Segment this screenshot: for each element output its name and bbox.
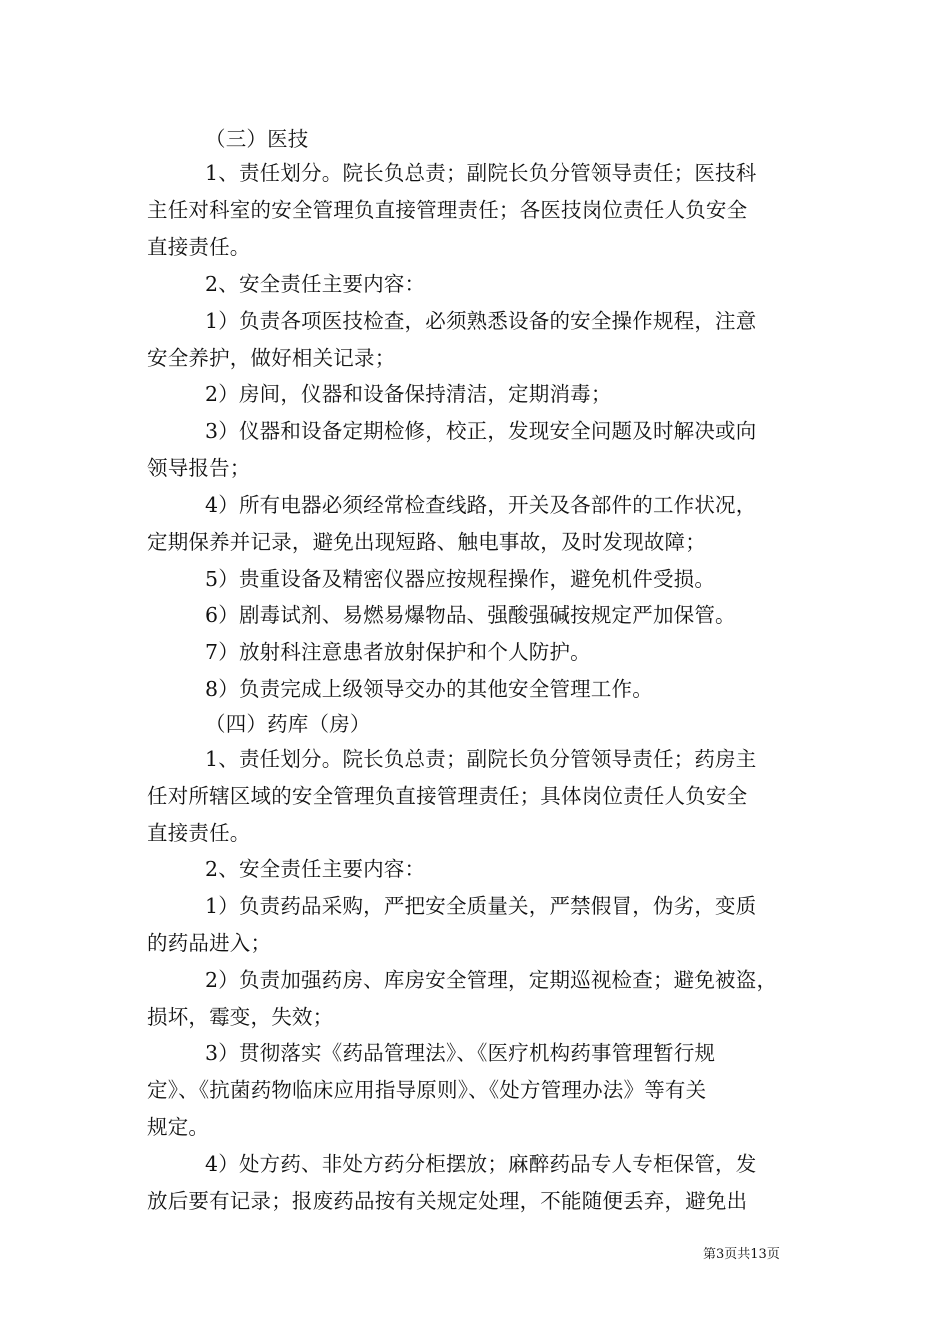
paragraph-line: 的药品进入； [147,931,272,955]
paragraph-line: 3）贯彻落实《药品管理法》、《医疗机构药事管理暂行规 [205,1041,716,1065]
section-heading-pharmacy: （四）药库（房） [205,712,371,736]
paragraph-line: 4）处方药、非处方药分柜摆放；麻醉药品专人专柜保管，发 [205,1152,757,1176]
paragraph-line: 直接责任。 [147,821,251,845]
paragraph-line: 2）房间，仪器和设备保持清洁，定期消毒； [205,382,612,406]
paragraph-line: 主任对科室的安全管理负直接管理责任；各医技岗位责任人负安全 [147,198,748,222]
paragraph-line: 损坏，霉变，失效； [147,1005,334,1029]
paragraph-line: 2、安全责任主要内容： [205,857,426,881]
paragraph-line: 6）剧毒试剂、易燃易爆物品、强酸强碱按规定严加保管。 [205,603,736,627]
paragraph-line: 定》、《抗菌药物临床应用指导原则》、《处方管理办法》等有关 [147,1078,707,1102]
paragraph-line: 1、责任划分。院长负总责；副院长负分管领导责任；医技科 [205,161,757,185]
paragraph-line: 安全养护，做好相关记录； [147,346,396,370]
paragraph-line: 定期保养并记录，避免出现短路、触电事故，及时发现故障； [147,530,706,554]
paragraph-line: 直接责任。 [147,235,251,259]
paragraph-line: 规定。 [147,1115,210,1139]
paragraph-line: 7）放射科注意患者放射保护和个人防护。 [205,640,591,664]
paragraph-line: 5）贵重设备及精密仪器应按规程操作，避免机件受损。 [205,567,716,591]
paragraph-line: 1）负责药品采购，严把安全质量关，严禁假冒，伪劣，变质 [205,894,757,918]
paragraph-line: 放后要有记录；报废药品按有关规定处理，不能随便丢弃，避免出 [147,1189,748,1213]
paragraph-line: 4）所有电器必须经常检查线路，开关及各部件的工作状况， [205,493,757,517]
paragraph-line: 3）仪器和设备定期检修，校正，发现安全问题及时解决或向 [205,419,757,443]
paragraph-line: 8）负责完成上级领导交办的其他安全管理工作。 [205,677,653,701]
paragraph-line: 2）负责加强药房、库房安全管理，定期巡视检查；避免被盗， [205,968,778,992]
paragraph-line: 1）负责各项医技检查，必须熟悉设备的安全操作规程，注意 [205,309,757,333]
paragraph-line: 任对所辖区域的安全管理负直接管理责任；具体岗位责任人负安全 [147,784,748,808]
paragraph-line: 2、安全责任主要内容： [205,272,426,296]
paragraph-line: 领导报告； [147,456,251,480]
paragraph-line: 1、责任划分。院长负总责；副院长负分管领导责任；药房主 [205,747,757,771]
page-number-footer: 第3页共13页 [703,1247,780,1262]
section-heading-medical-tech: （三）医技 [205,127,309,151]
